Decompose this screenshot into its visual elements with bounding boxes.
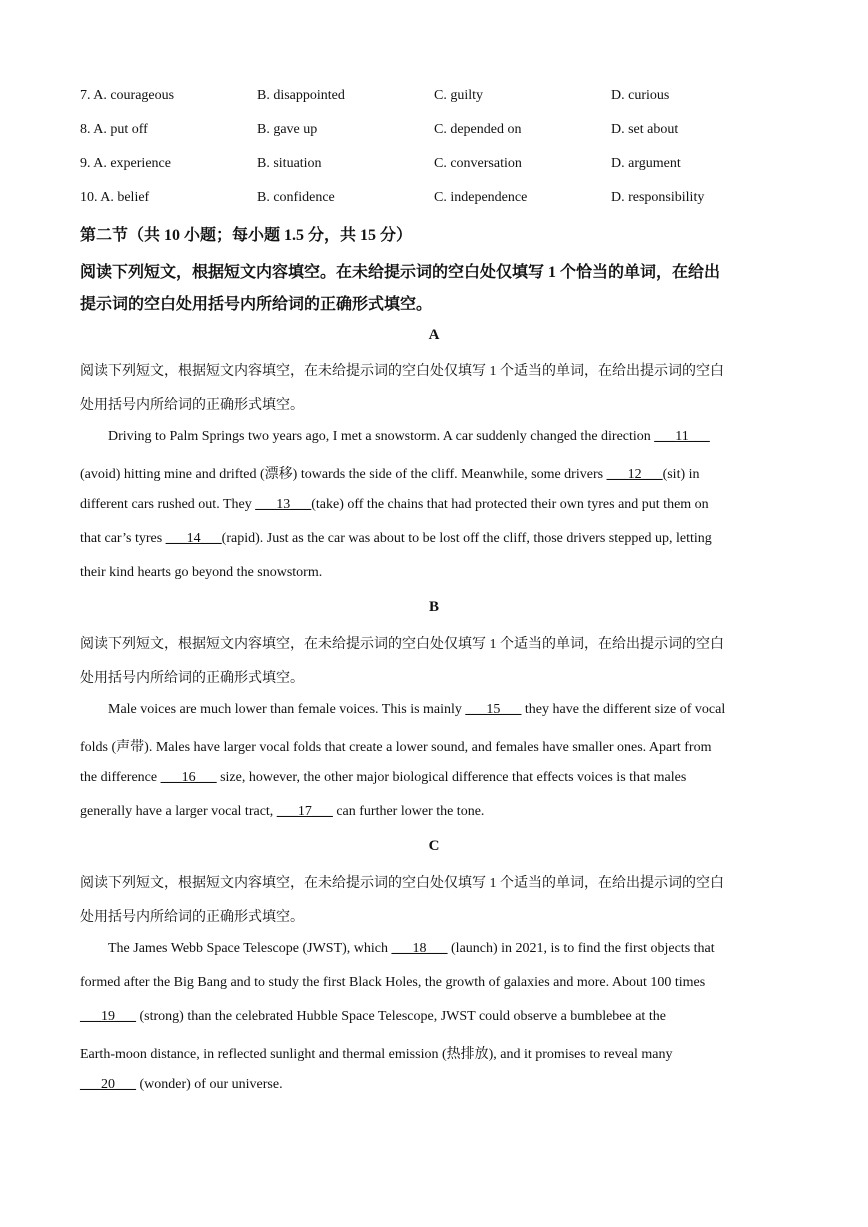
option-9a: 9. A. experience xyxy=(80,156,171,171)
option-7a: 7. A. courageous xyxy=(80,88,175,103)
passage-text: (wonder) of our universe. xyxy=(136,1077,283,1092)
blank-15: ___15___ xyxy=(465,702,522,717)
option-7c: C. guilty xyxy=(434,88,484,103)
passage-text: formed after the Big Bang and to study the first Black Holes, the growth of galaxies and more. About 100 times xyxy=(80,975,706,990)
passage-label-c: C xyxy=(428,838,440,854)
option-7b: B. disappointed xyxy=(257,88,345,103)
passage-a-line xyxy=(80,531,712,547)
passage-a-line xyxy=(80,565,322,581)
passage-text: (launch) in 2021, is to find the first objects that xyxy=(447,941,715,956)
blank-16: ___16___ xyxy=(160,770,217,785)
option-10b: B. confidence xyxy=(257,190,335,205)
passage-c-line xyxy=(80,1009,666,1025)
blank-13: ___13___ xyxy=(255,497,312,512)
passage-text: Male voices are much lower than female voices. This is mainly xyxy=(108,702,466,717)
passage-text: The James Webb Space Telescope (JWST), which xyxy=(108,941,392,956)
passage-c-line xyxy=(108,941,715,957)
passage-a-line xyxy=(80,497,709,513)
passage-a-line xyxy=(108,429,710,445)
option-8c: C. depended on xyxy=(434,122,522,137)
passage-text: can further lower the tone. xyxy=(332,804,485,819)
passage-text: that car’s tyres xyxy=(80,531,166,546)
passage-c-line xyxy=(80,1077,283,1093)
option-10a: 10. A. belief xyxy=(80,190,150,205)
option-9d: D. argument xyxy=(611,156,681,171)
option-9c: C. conversation xyxy=(434,156,522,171)
section-instruction-line-1: 阅读下列短文，根据短文内容填空。在未给提示词的空白处仅填写 1 个恰当的单词，在给出 xyxy=(80,264,721,281)
passage-a-instruction-1: 阅读下列短文，根据短文内容填空，在未给提示词的空白处仅填写 1 个适当的单词，在给出提示词的空白 xyxy=(80,364,724,379)
passage-text: they have the different size of vocal xyxy=(521,702,726,717)
passage-text: folds (声带). Males have larger vocal folds that create a lower sound, and females have smaller ones. Apart from xyxy=(80,740,712,755)
passage-text: (avoid) hitting mine and drifted (漂移) towards the side of the cliff. Meanwhile, some drivers xyxy=(80,467,607,482)
blank-12: ___12___ xyxy=(606,467,663,482)
option-10c: C. independence xyxy=(434,190,528,205)
option-8d: D. set about xyxy=(611,122,679,137)
passage-c-line xyxy=(80,1043,673,1063)
passage-c-line xyxy=(80,975,705,991)
passage-text: (take) off the chains that had protected their own tyres and put them on xyxy=(311,497,709,512)
passage-c-instruction-2: 处用括号内所给词的正确形式填空。 xyxy=(80,910,304,925)
passage-text: generally have a larger vocal tract, xyxy=(80,804,277,819)
passage-text: size, however, the other major biological difference that effects voices is that males xyxy=(216,770,687,785)
passage-b-line xyxy=(80,736,711,756)
passage-b-instruction-2: 处用括号内所给词的正确形式填空。 xyxy=(80,671,304,686)
passage-text: Driving to Palm Springs two years ago, I met a snowstorm. A car suddenly changed the direction xyxy=(108,429,655,444)
passage-b-line xyxy=(108,702,725,718)
passage-text: (strong) than the celebrated Hubble Space Telescope, JWST could observe a bumblebee at the xyxy=(136,1009,666,1024)
passage-a-line xyxy=(80,463,700,483)
section-instruction-line-2: 提示词的空白处用括号内所给词的正确形式填空。 xyxy=(80,296,433,313)
passage-b-instruction-1: 阅读下列短文，根据短文内容填空，在未给提示词的空白处仅填写 1 个适当的单词，在给出提示词的空白 xyxy=(80,637,724,652)
blank-19: ___19___ xyxy=(80,1009,136,1024)
passage-text: Earth-moon distance, in reflected sunlight and thermal emission (热排放), and it promises to reveal many xyxy=(80,1047,673,1062)
passage-b-line xyxy=(80,770,686,786)
option-7d: D. curious xyxy=(611,88,670,103)
option-9b: B. situation xyxy=(257,156,322,171)
passage-b-line xyxy=(80,804,484,820)
blank-17: ___17___ xyxy=(276,804,333,819)
blank-11: ___11___ xyxy=(654,429,710,444)
blank-14: ___14___ xyxy=(165,531,222,546)
passage-c-instruction-1: 阅读下列短文，根据短文内容填空，在未给提示词的空白处仅填写 1 个适当的单词，在给出提示词的空白 xyxy=(80,876,724,891)
passage-label-a: A xyxy=(428,327,440,343)
passage-text: (sit) in xyxy=(662,467,700,482)
passage-text: their kind hearts go beyond the snowstorm. xyxy=(80,565,323,580)
blank-20: ___20___ xyxy=(80,1077,136,1092)
blank-18: ___18___ xyxy=(391,941,448,956)
passage-text: (rapid). Just as the car was about to be lost off the cliff, those drivers stepped up, letting xyxy=(221,531,712,546)
passage-text: the difference xyxy=(80,770,161,785)
passage-a-instruction-2: 处用括号内所给词的正确形式填空。 xyxy=(80,398,304,413)
passage-text: different cars rushed out. They xyxy=(80,497,256,512)
option-8b: B. gave up xyxy=(257,122,318,137)
passage-label-b: B xyxy=(428,599,439,615)
section-title: 第二节（共 10 小题；每小题 1.5 分，共 15 分） xyxy=(80,227,413,244)
option-8a: 8. A. put off xyxy=(80,122,148,137)
option-10d: D. responsibility xyxy=(611,190,705,205)
